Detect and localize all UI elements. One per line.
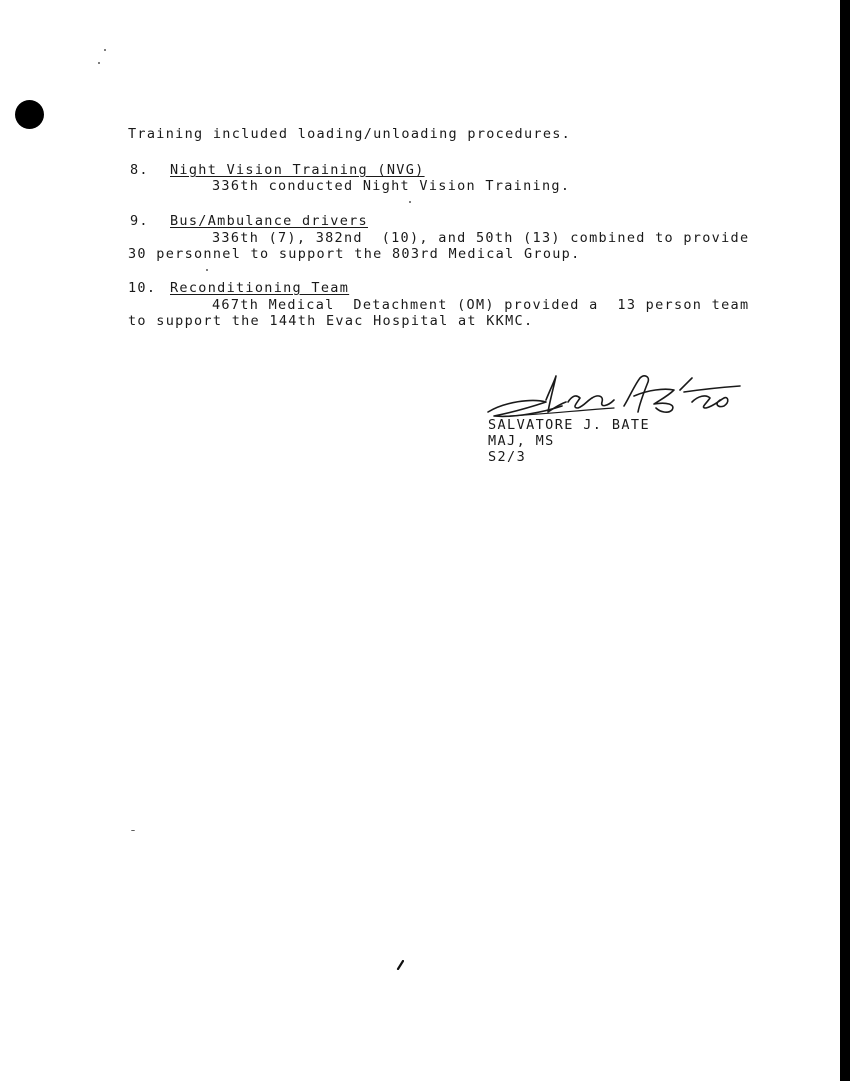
scan-speck xyxy=(98,62,100,64)
item-9-number: 9. xyxy=(130,213,149,229)
ink-mark xyxy=(396,960,404,970)
scan-speck xyxy=(104,49,106,51)
item-9-heading: Bus/Ambulance drivers xyxy=(170,213,368,229)
item-10-heading: Reconditioning Team xyxy=(170,280,350,296)
signer-position: S2/3 xyxy=(488,449,527,465)
item-8-number: 8. xyxy=(130,162,149,178)
item-10-number: 10. xyxy=(128,280,157,296)
hole-punch-mark xyxy=(15,100,44,129)
item-8-text-line-1: 336th conducted Night Vision Training. xyxy=(212,178,571,194)
scan-speck xyxy=(409,201,411,203)
item-10-text-line-2: to support the 144th Evac Hospital at KKMC. xyxy=(128,313,534,329)
item-9-text-line-1: 336th (7), 382nd (10), and 50th (13) combined to provide xyxy=(212,230,750,246)
item-8-heading: Night Vision Training (NVG) xyxy=(170,162,425,178)
item-9-text-line-2: 30 personnel to support the 803rd Medical Group. xyxy=(128,246,581,262)
intro-paragraph: Training included loading/unloading procedures. xyxy=(128,126,572,142)
item-10-text-line-1: 467th Medical Detachment (OM) provided a 13 person team xyxy=(212,297,750,313)
signer-name: SALVATORE J. BATE xyxy=(488,417,650,433)
scan-speck xyxy=(131,830,135,831)
scan-speck xyxy=(206,269,208,271)
signer-rank: MAJ, MS xyxy=(488,433,555,449)
scan-edge-border xyxy=(840,0,850,1081)
